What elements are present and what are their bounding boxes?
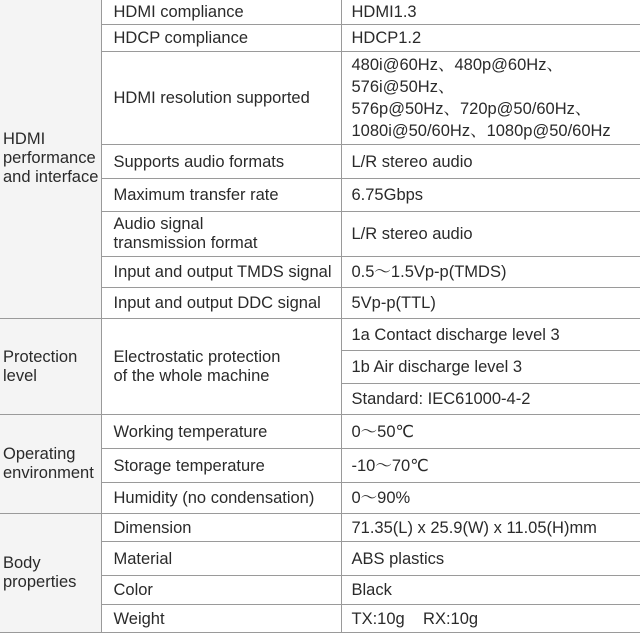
param-cell: Storage temperature xyxy=(101,449,341,483)
param-cell: Weight xyxy=(101,605,341,633)
value-cell: Standard: IEC61000-4-2 xyxy=(341,384,640,415)
param-line: of the whole machine xyxy=(114,367,341,386)
param-cell: Dimension xyxy=(101,514,341,542)
spec-row xyxy=(0,319,640,351)
value-cell: 0～90% xyxy=(341,483,640,514)
category-label: HDMI performance and interface xyxy=(3,130,101,187)
param-cell: Working temperature xyxy=(101,415,341,449)
value-cell: L/R stereo audio xyxy=(341,145,640,179)
value-cell: ABS plastics xyxy=(341,542,640,576)
category-label: Protection level xyxy=(3,348,101,386)
param-cell: Humidity (no condensation) xyxy=(101,483,341,514)
value-cell: 1b Air discharge level 3 xyxy=(341,351,640,384)
value-line: 1080i@50/60Hz、1080p@50/60Hz xyxy=(352,120,640,142)
value-line: 576p@50Hz、720p@50/60Hz、 xyxy=(352,98,640,120)
value-cell: 5Vp-p(TTL) xyxy=(341,288,640,319)
value-cell: 0～50℃ xyxy=(341,415,640,449)
value-cell: 6.75Gbps xyxy=(341,179,640,212)
param-cell xyxy=(101,212,341,257)
param-line: Electrostatic protection xyxy=(114,348,341,367)
param-cell: HDCP compliance xyxy=(101,25,341,52)
value-line: 480i@60Hz、480p@60Hz、576i@50Hz、 xyxy=(352,54,640,98)
value-cell: 1a Contact discharge level 3 xyxy=(341,319,640,351)
param-cell: HDMI compliance xyxy=(101,0,341,25)
param-cell: Material xyxy=(101,542,341,576)
value-cell: Black xyxy=(341,576,640,605)
value-cell: L/R stereo audio xyxy=(341,212,640,257)
param-cell: Input and output TMDS signal xyxy=(101,257,341,288)
value-cell: -10～70℃ xyxy=(341,449,640,483)
value-cell: HDCP1.2 xyxy=(341,25,640,52)
value-cell: 0.5～1.5Vp-p(TMDS) xyxy=(341,257,640,288)
category-cell xyxy=(0,514,101,633)
param-cell: Input and output DDC signal xyxy=(101,288,341,319)
value-cell: HDMI1.3 xyxy=(341,0,640,25)
category-label: Operating environment xyxy=(3,445,101,483)
category-label: Body properties xyxy=(3,554,101,592)
param-cell: Supports audio formats xyxy=(101,145,341,179)
spec-row xyxy=(0,514,640,542)
value-cell xyxy=(341,52,640,145)
param-cell: HDMI resolution supported xyxy=(101,52,341,145)
spec-row xyxy=(0,415,640,449)
category-cell xyxy=(0,0,101,319)
param-cell xyxy=(101,319,341,415)
param-cell: Color xyxy=(101,576,341,605)
category-cell xyxy=(0,415,101,514)
param-line: transmission format xyxy=(114,234,341,253)
category-cell xyxy=(0,319,101,415)
param-line: Audio signal xyxy=(114,215,341,234)
value-cell: TX:10g RX:10g xyxy=(341,605,640,633)
param-cell: Maximum transfer rate xyxy=(101,179,341,212)
spec-row xyxy=(0,0,640,25)
value-cell: 71.35(L) x 25.9(W) x 11.05(H)mm xyxy=(341,514,640,542)
